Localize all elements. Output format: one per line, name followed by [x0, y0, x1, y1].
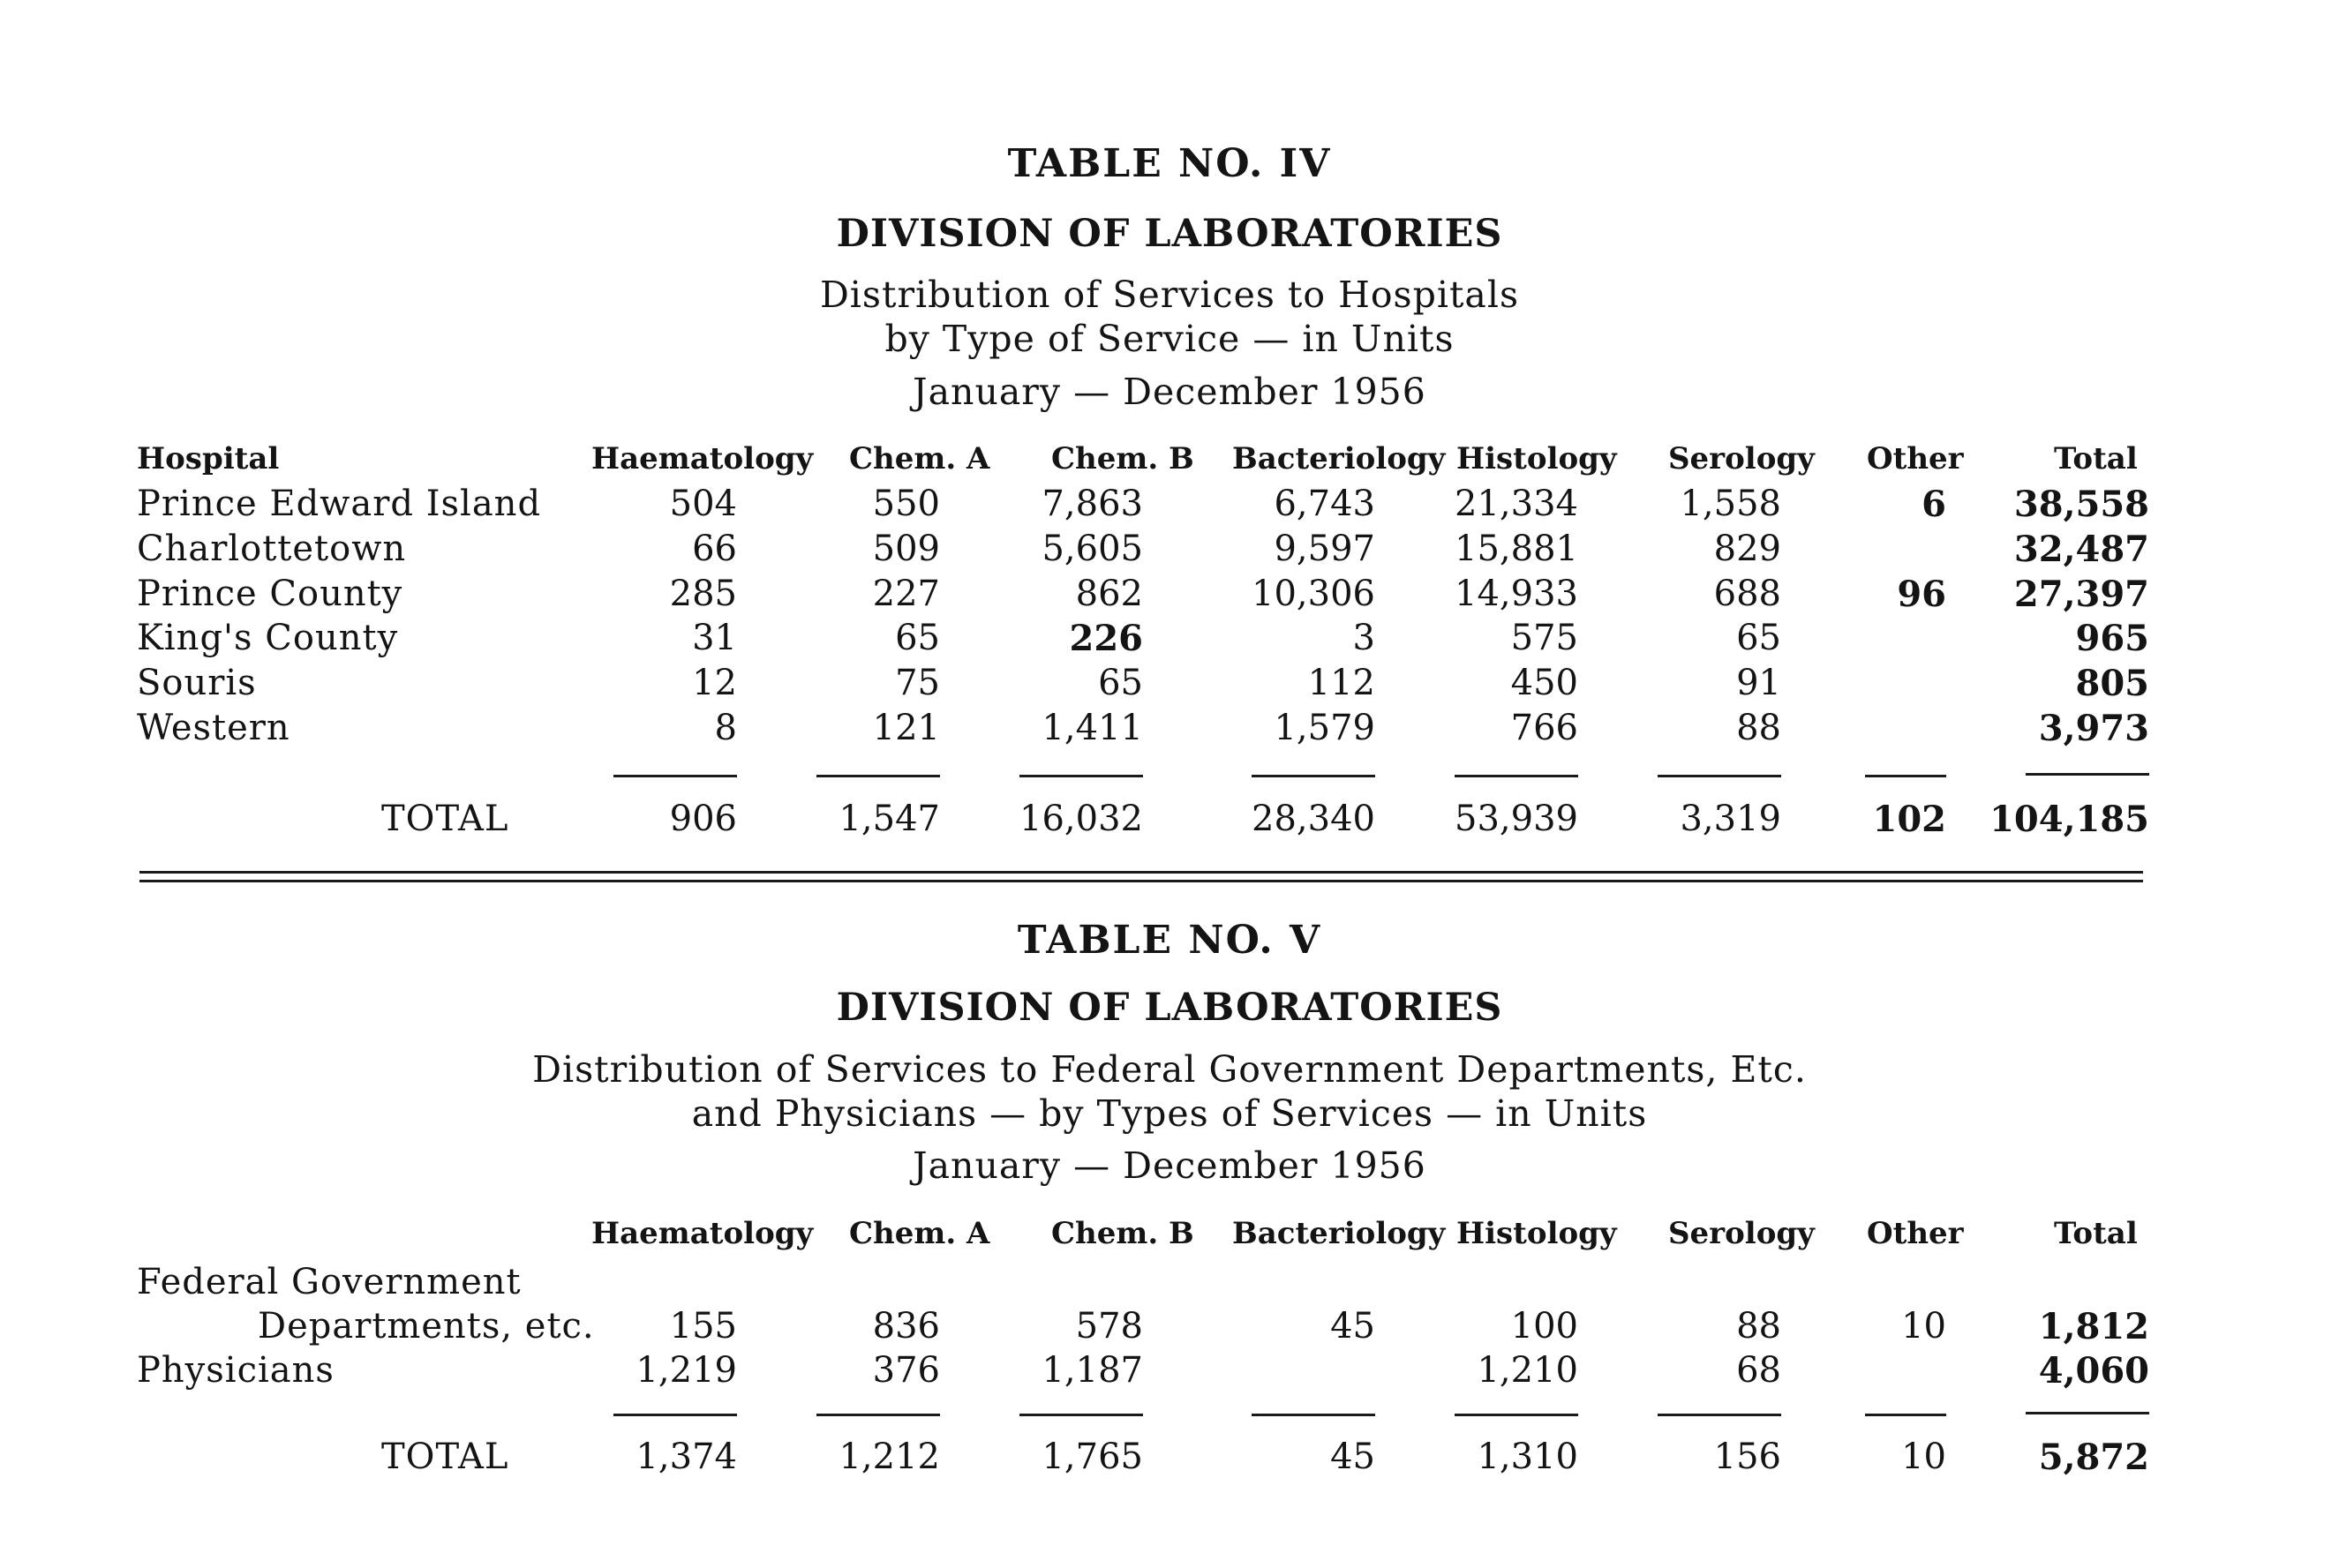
column-underline	[613, 775, 737, 777]
cell-bacteriology: 45	[1330, 1306, 1375, 1347]
total-label: TOTAL	[381, 799, 509, 839]
table4-header-serology: Serology	[1668, 441, 1815, 476]
table4-row	[0, 574, 2339, 619]
cell-chem-b: 7,863	[1042, 484, 1143, 524]
table5-header-total: Total	[2054, 1216, 2138, 1251]
cell-histology: 766	[1510, 708, 1578, 748]
table4-title: TABLE NO. IV	[1007, 141, 1332, 186]
cell-haematology: 66	[692, 529, 737, 569]
column-underline	[2026, 773, 2149, 776]
total-label: TOTAL	[381, 1437, 509, 1477]
total-other: 10	[1901, 1437, 1946, 1477]
cell-total: 27,397	[2013, 574, 2149, 615]
cell-bacteriology: 3	[1352, 618, 1375, 658]
cell-haematology: 285	[669, 574, 737, 614]
row-label: Physicians	[137, 1350, 335, 1391]
cell-chem-b: 1,187	[1042, 1350, 1143, 1391]
cell-serology: 88	[1736, 708, 1781, 748]
column-underline	[1865, 775, 1946, 777]
cell-chem-b: 226	[1069, 618, 1143, 659]
total-histology: 1,310	[1477, 1437, 1578, 1477]
table5-header-chem-b: Chem. B	[1051, 1216, 1194, 1251]
table5-subtitle-line1: Distribution of Services to Federal Government Departments, Etc.	[532, 1048, 1807, 1091]
table5-header-other: Other	[1867, 1216, 1964, 1251]
cell-chem-b: 578	[1075, 1306, 1143, 1347]
total-haematology: 906	[669, 799, 737, 839]
cell-total: 965	[2075, 618, 2149, 659]
table5-header-haematology: Haematology	[591, 1216, 814, 1251]
row-label: Western	[137, 708, 290, 748]
table4-header-chem-b: Chem. B	[1051, 441, 1194, 476]
column-underline	[1455, 775, 1578, 777]
cell-other: 96	[1897, 574, 1946, 615]
cell-haematology: 155	[669, 1306, 737, 1347]
row-label: Federal Government	[137, 1262, 522, 1302]
cell-haematology: 31	[692, 618, 737, 658]
cell-serology: 1,558	[1680, 484, 1781, 524]
column-underline	[613, 1414, 737, 1416]
table5-header-serology: Serology	[1668, 1216, 1815, 1251]
total-serology: 156	[1713, 1437, 1781, 1477]
cell-bacteriology: 1,579	[1274, 708, 1375, 748]
column-underline	[816, 775, 940, 777]
table5-total-row	[0, 1437, 2339, 1482]
cell-bacteriology: 6,743	[1274, 484, 1375, 524]
total-haematology: 1,374	[636, 1437, 737, 1477]
section-divider-bottom	[139, 880, 2143, 882]
cell-chem-a: 75	[895, 663, 940, 703]
column-underline	[1252, 1414, 1375, 1416]
table4-period: January — December 1956	[913, 371, 1426, 413]
cell-haematology: 8	[714, 708, 737, 748]
cell-chem-a: 509	[872, 529, 940, 569]
table4-header-chem-a: Chem. A	[849, 441, 990, 476]
cell-chem-a: 550	[872, 484, 940, 524]
cell-chem-b: 65	[1098, 663, 1143, 703]
cell-serology: 65	[1736, 618, 1781, 658]
cell-bacteriology: 112	[1307, 663, 1375, 703]
total-bacteriology: 45	[1330, 1437, 1375, 1477]
total-chem-b: 16,032	[1019, 799, 1143, 839]
table5-header-histology: Histology	[1456, 1216, 1617, 1251]
cell-other: 6	[1922, 484, 1946, 525]
total-other: 102	[1872, 799, 1946, 840]
cell-serology: 688	[1713, 574, 1781, 614]
column-underline	[1019, 1414, 1143, 1416]
total-total: 104,185	[1989, 799, 2149, 840]
cell-histology: 575	[1510, 618, 1578, 658]
table5-heading: DIVISION OF LABORATORIES	[836, 986, 1503, 1030]
table4-row	[0, 618, 2339, 664]
table5-period: January — December 1956	[913, 1144, 1426, 1187]
cell-histology: 1,210	[1477, 1350, 1578, 1391]
cell-haematology: 1,219	[636, 1350, 737, 1391]
cell-other: 10	[1901, 1306, 1946, 1347]
cell-total: 32,487	[2013, 529, 2149, 570]
cell-total: 1,812	[2038, 1306, 2149, 1347]
total-histology: 53,939	[1455, 799, 1578, 839]
section-divider-top	[139, 871, 2143, 874]
cell-chem-b: 862	[1075, 574, 1143, 614]
table4-row	[0, 484, 2339, 529]
table5-subtitle-line2: and Physicians — by Types of Services — in Units	[691, 1092, 1648, 1135]
cell-total: 4,060	[2038, 1350, 2149, 1392]
cell-bacteriology: 10,306	[1252, 574, 1375, 614]
table4-header-hospital: Hospital	[137, 441, 280, 476]
total-bacteriology: 28,340	[1252, 799, 1375, 839]
table4-header-haematology: Haematology	[591, 441, 814, 476]
total-chem-b: 1,765	[1042, 1437, 1143, 1477]
table4-header-total: Total	[2054, 441, 2138, 476]
cell-haematology: 12	[692, 663, 737, 703]
cell-histology: 15,881	[1455, 529, 1578, 569]
cell-chem-a: 65	[895, 618, 940, 658]
cell-serology: 91	[1736, 663, 1781, 703]
column-underline	[1252, 775, 1375, 777]
total-chem-a: 1,212	[839, 1437, 940, 1477]
row-label: Charlottetown	[137, 529, 407, 569]
cell-total: 3,973	[2038, 708, 2149, 749]
cell-chem-a: 836	[872, 1306, 940, 1347]
row-label: King's County	[137, 618, 399, 658]
total-serology: 3,319	[1680, 799, 1781, 839]
cell-chem-a: 227	[872, 574, 940, 614]
cell-chem-b: 1,411	[1042, 708, 1143, 748]
column-underline	[1455, 1414, 1578, 1416]
table5-row-label-line1	[0, 1262, 2339, 1308]
table5-header-chem-a: Chem. A	[849, 1216, 990, 1251]
cell-histology: 450	[1510, 663, 1578, 703]
total-total: 5,872	[2038, 1437, 2149, 1478]
table4-header-bacteriology: Bacteriology	[1232, 441, 1446, 476]
table4-subtitle-line2: by Type of Service — in Units	[884, 318, 1455, 360]
cell-histology: 100	[1510, 1306, 1578, 1347]
column-underline	[1865, 1414, 1946, 1416]
cell-serology: 88	[1736, 1306, 1781, 1347]
cell-total: 805	[2075, 663, 2149, 704]
table4-subtitle-line1: Distribution of Services to Hospitals	[819, 274, 1520, 316]
cell-chem-a: 121	[872, 708, 940, 748]
table4-heading: DIVISION OF LABORATORIES	[836, 212, 1503, 256]
cell-serology: 829	[1713, 529, 1781, 569]
table4-total-row	[0, 799, 2339, 844]
cell-serology: 68	[1736, 1350, 1781, 1391]
cell-chem-b: 5,605	[1042, 529, 1143, 569]
table4-row	[0, 663, 2339, 709]
row-label-continuation: Departments, etc.	[258, 1306, 595, 1347]
column-underline	[2026, 1412, 2149, 1414]
cell-haematology: 504	[669, 484, 737, 524]
column-underline	[1658, 775, 1781, 777]
cell-chem-a: 376	[872, 1350, 940, 1391]
table4-header-other: Other	[1867, 441, 1964, 476]
cell-histology: 21,334	[1455, 484, 1578, 524]
table4-row	[0, 708, 2339, 754]
table4-row	[0, 529, 2339, 574]
cell-bacteriology: 9,597	[1274, 529, 1375, 569]
row-label: Prince County	[137, 574, 403, 614]
row-label: Souris	[137, 663, 257, 703]
table4-header-histology: Histology	[1456, 441, 1617, 476]
table5-header-bacteriology: Bacteriology	[1232, 1216, 1446, 1251]
table5-title: TABLE NO. V	[1017, 918, 1322, 963]
table5-row	[0, 1306, 2339, 1352]
cell-histology: 14,933	[1455, 574, 1578, 614]
column-underline	[1658, 1414, 1781, 1416]
row-label: Prince Edward Island	[137, 484, 542, 524]
total-chem-a: 1,547	[839, 799, 940, 839]
table5-row	[0, 1350, 2339, 1396]
column-underline	[816, 1414, 940, 1416]
column-underline	[1019, 775, 1143, 777]
cell-total: 38,558	[2013, 484, 2149, 525]
